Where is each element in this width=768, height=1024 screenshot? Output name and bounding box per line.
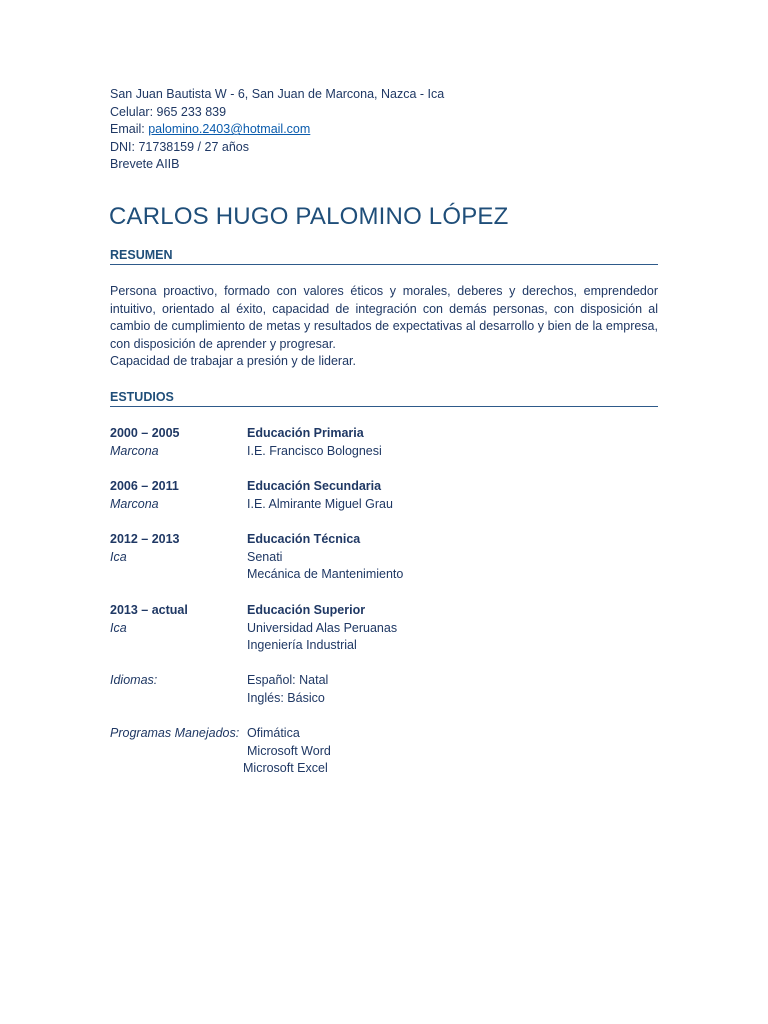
driver-license: Brevete AIIB <box>110 157 180 172</box>
software-item: Microsoft Excel <box>243 761 328 776</box>
education-years: 2013 – actual <box>110 603 188 617</box>
education-level: Educación Primaria <box>247 426 364 440</box>
contact-block <box>110 86 444 174</box>
education-institution: I.E. Almirante Miguel Grau <box>247 496 393 511</box>
software-item: Ofimática <box>247 726 300 740</box>
education-place: Marcona <box>110 496 159 511</box>
email-line <box>110 121 444 139</box>
language-item: Español: Natal <box>247 673 329 687</box>
education-level: Educación Técnica <box>247 532 361 546</box>
full-name: CARLOS HUGO PALOMINO LÓPEZ <box>109 203 509 230</box>
education-institution: I.E. Francisco Bolognesi <box>247 443 382 458</box>
summary-paragraph-2: Capacidad de trabajar a presión y de liderar. <box>110 354 356 369</box>
dni: DNI: 71738159 / 27 años <box>110 139 249 154</box>
education-years: 2000 – 2005 <box>110 426 180 440</box>
education-place: Ica <box>110 549 127 564</box>
email-label: Email: <box>110 122 149 137</box>
education-detail: Mecánica de Mantenimiento <box>247 567 404 582</box>
education-detail: Ingeniería Industrial <box>247 638 357 653</box>
education-level: Educación Secundaria <box>247 479 382 493</box>
phone: Celular: 965 233 839 <box>110 104 227 119</box>
software-item: Microsoft Word <box>247 743 331 758</box>
education-place: Marcona <box>110 443 159 458</box>
education-years: 2006 – 2011 <box>110 479 179 493</box>
language-item: Inglés: Básico <box>247 690 325 705</box>
education-level: Educación Superior <box>247 603 366 617</box>
summary-paragraph: Persona proactivo, formado con valores éticos y morales, deberes y derechos, emprendedor intuitivo, orientado al éxito, capacidad de integración con demás personas, con disposición al cambio de cumplimiento de metas y resultados de expectativas al desarrollo y bien de la empresa, con disposición de aprender y progresar. <box>110 284 658 351</box>
section-heading-estudios: ESTUDIOS <box>110 390 658 407</box>
section-heading-resumen: RESUMEN <box>110 248 658 265</box>
software-label: Programas Manejados: <box>110 726 240 740</box>
email-link[interactable]: palomino.2403@hotmail.com <box>148 122 311 137</box>
education-institution: Universidad Alas Peruanas <box>247 620 398 635</box>
address: San Juan Bautista W - 6, San Juan de Marcona, Nazca - Ica <box>110 87 445 101</box>
education-years: 2012 – 2013 <box>110 532 180 546</box>
summary-block <box>110 283 658 371</box>
languages-label: Idiomas: <box>110 673 158 687</box>
education-place: Ica <box>110 620 127 635</box>
education-institution: Senati <box>247 549 283 564</box>
